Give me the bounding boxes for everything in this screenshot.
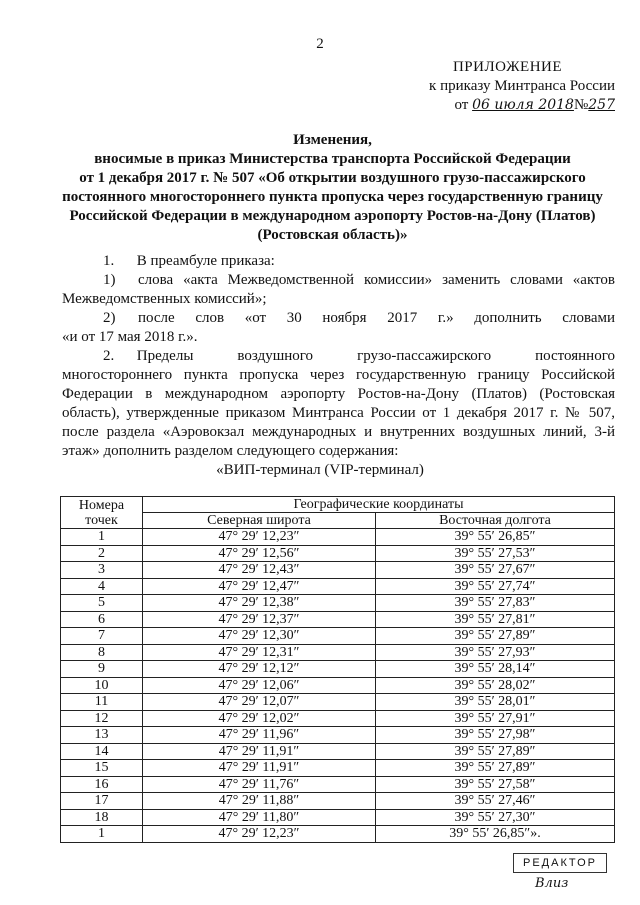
longitude-cell: 39° 55′ 27,93″ bbox=[376, 644, 615, 661]
page-number: 2 bbox=[316, 36, 324, 52]
point-number-cell: 1 bbox=[61, 529, 143, 546]
heading-line: вносимые в приказ Министерства транспорта Российской Федерации bbox=[94, 151, 571, 167]
header-longitude: Восточная долгота bbox=[376, 513, 615, 529]
appendix-reference: к приказу Минтранса России bbox=[429, 78, 615, 94]
table-caption: «ВИП-терминал (VIP-терминал) bbox=[216, 462, 424, 478]
longitude-cell: 39° 55′ 27,81″ bbox=[376, 611, 615, 628]
longitude-cell: 39° 55′ 27,89″ bbox=[376, 628, 615, 645]
paragraph-2-line: Федерации в международном аэропорту Ростов-на-Дону (Платов) (Ростовская bbox=[62, 386, 615, 402]
table-row bbox=[61, 562, 615, 579]
latitude-cell: 47° 29′ 11,91″ bbox=[143, 743, 376, 760]
longitude-cell: 39° 55′ 27,83″ bbox=[376, 595, 615, 612]
paragraph-2-line: после раздела «Аэровокзал международных и внутренних воздушных линий, 3-й bbox=[62, 424, 615, 440]
header-latitude: Северная широта bbox=[143, 513, 376, 529]
table-row bbox=[61, 545, 615, 562]
header-point-number bbox=[61, 497, 143, 529]
paragraph-1-1-line: 1) слова «акта Межведомственной комиссии» заменить словами «актов bbox=[103, 272, 615, 288]
point-number-cell: 6 bbox=[61, 611, 143, 628]
header-text: точек bbox=[85, 512, 118, 528]
point-number-cell: 8 bbox=[61, 644, 143, 661]
longitude-cell: 39° 55′ 27,30″ bbox=[376, 809, 615, 826]
table-row bbox=[61, 578, 615, 595]
table-row bbox=[61, 760, 615, 777]
point-number-cell: 1 bbox=[61, 826, 143, 843]
table-row bbox=[61, 809, 615, 826]
point-number-cell: 17 bbox=[61, 793, 143, 810]
table-row bbox=[61, 743, 615, 760]
appendix-title: ПРИЛОЖЕНИЕ bbox=[452, 59, 563, 75]
longitude-cell: 39° 55′ 27,89″ bbox=[376, 760, 615, 777]
longitude-cell: 39° 55′ 28,01″ bbox=[376, 694, 615, 711]
table-row bbox=[61, 710, 615, 727]
appendix-date-line bbox=[400, 96, 615, 115]
latitude-cell: 47° 29′ 12,12″ bbox=[143, 661, 376, 678]
point-number-cell: 10 bbox=[61, 677, 143, 694]
latitude-cell: 47° 29′ 11,96″ bbox=[143, 727, 376, 744]
header-geo-coordinates: Географические координаты bbox=[143, 497, 615, 513]
latitude-cell: 47° 29′ 11,80″ bbox=[143, 809, 376, 826]
table-row bbox=[61, 677, 615, 694]
latitude-cell: 47° 29′ 12,02″ bbox=[143, 710, 376, 727]
heading-line: (Ростовская область)» bbox=[257, 227, 408, 243]
handwritten-number: 257 bbox=[588, 97, 615, 113]
longitude-cell: 39° 55′ 26,85″». bbox=[376, 826, 615, 843]
point-number-cell: 2 bbox=[61, 545, 143, 562]
heading-line: от 1 декабря 2017 г. № 507 «Об открытии воздушного грузо-пассажирского bbox=[79, 170, 586, 186]
document-heading bbox=[50, 131, 615, 245]
header-text: Номера bbox=[78, 497, 125, 513]
table-row bbox=[61, 727, 615, 744]
point-number-cell: 12 bbox=[61, 710, 143, 727]
latitude-cell: 47° 29′ 12,23″ bbox=[143, 826, 376, 843]
latitude-cell: 47° 29′ 11,91″ bbox=[143, 760, 376, 777]
table-row bbox=[61, 628, 615, 645]
latitude-cell: 47° 29′ 11,88″ bbox=[143, 793, 376, 810]
point-number-cell: 9 bbox=[61, 661, 143, 678]
table-row bbox=[61, 529, 615, 546]
longitude-cell: 39° 55′ 27,46″ bbox=[376, 793, 615, 810]
table-row bbox=[61, 661, 615, 678]
latitude-cell: 47° 29′ 12,38″ bbox=[143, 595, 376, 612]
heading-line: Российской Федерации в международном аэропорту Ростов-на-Дону (Платов) bbox=[69, 208, 596, 224]
point-number-cell: 5 bbox=[61, 595, 143, 612]
table-row bbox=[61, 793, 615, 810]
coordinates-table bbox=[60, 496, 615, 843]
point-number-cell: 18 bbox=[61, 809, 143, 826]
table-row bbox=[61, 644, 615, 661]
latitude-cell: 47° 29′ 12,07″ bbox=[143, 694, 376, 711]
latitude-cell: 47° 29′ 12,31″ bbox=[143, 644, 376, 661]
stamp-signature: Влиз bbox=[535, 876, 569, 891]
heading-line: Изменения, bbox=[293, 132, 372, 148]
longitude-cell: 39° 55′ 27,67″ bbox=[376, 562, 615, 579]
latitude-cell: 47° 29′ 12,23″ bbox=[143, 529, 376, 546]
longitude-cell: 39° 55′ 27,58″ bbox=[376, 776, 615, 793]
point-number-cell: 3 bbox=[61, 562, 143, 579]
paragraph-2-line: 2. Пределы воздушного грузо-пассажирского постоянного bbox=[103, 348, 615, 364]
latitude-cell: 47° 29′ 12,47″ bbox=[143, 578, 376, 595]
longitude-cell: 39° 55′ 28,02″ bbox=[376, 677, 615, 694]
longitude-cell: 39° 55′ 27,53″ bbox=[376, 545, 615, 562]
point-number-cell: 4 bbox=[61, 578, 143, 595]
table-row bbox=[61, 694, 615, 711]
point-number-cell: 11 bbox=[61, 694, 143, 711]
longitude-cell: 39° 55′ 27,74″ bbox=[376, 578, 615, 595]
point-number-cell: 16 bbox=[61, 776, 143, 793]
longitude-cell: 39° 55′ 27,98″ bbox=[376, 727, 615, 744]
appendix-block bbox=[400, 58, 615, 115]
latitude-cell: 47° 29′ 12,06″ bbox=[143, 677, 376, 694]
point-number-cell: 14 bbox=[61, 743, 143, 760]
paragraph-2-line: область), утвержденные приказом Минтранса России от 1 декабря 2017 г. № 507, bbox=[62, 405, 615, 421]
table-row bbox=[61, 595, 615, 612]
latitude-cell: 47° 29′ 12,30″ bbox=[143, 628, 376, 645]
table-row bbox=[61, 826, 615, 843]
point-number-cell: 15 bbox=[61, 760, 143, 777]
date-prefix: от bbox=[454, 97, 469, 113]
latitude-cell: 47° 29′ 11,76″ bbox=[143, 776, 376, 793]
point-number-cell: 7 bbox=[61, 628, 143, 645]
longitude-cell: 39° 55′ 27,89″ bbox=[376, 743, 615, 760]
paragraph-2-line: этаж» дополнить разделом следующего содержания: bbox=[62, 443, 399, 459]
table-row bbox=[61, 776, 615, 793]
latitude-cell: 47° 29′ 12,56″ bbox=[143, 545, 376, 562]
table-row bbox=[61, 611, 615, 628]
paragraph-1-2-line: 2) после слов «от 30 ноября 2017 г.» дополнить словами bbox=[103, 310, 615, 326]
heading-line: постоянного многостороннего пункта пропуска через государственную границу bbox=[62, 189, 603, 205]
longitude-cell: 39° 55′ 27,91″ bbox=[376, 710, 615, 727]
number-prefix: № bbox=[573, 97, 589, 113]
paragraph-2-line: многостороннего пункта пропуска через государственную границу Российской bbox=[62, 367, 615, 383]
document-body bbox=[62, 252, 615, 461]
paragraph-1-2-line: «и от 17 мая 2018 г.». bbox=[62, 329, 198, 345]
longitude-cell: 39° 55′ 26,85″ bbox=[376, 529, 615, 546]
longitude-cell: 39° 55′ 28,14″ bbox=[376, 661, 615, 678]
editor-stamp: РЕДАКТОР bbox=[513, 853, 607, 873]
latitude-cell: 47° 29′ 12,43″ bbox=[143, 562, 376, 579]
paragraph-1: 1. В преамбуле приказа: bbox=[103, 253, 275, 269]
coordinates-table-body bbox=[61, 529, 615, 843]
handwritten-date: 06 июля 2018 bbox=[472, 97, 574, 113]
point-number-cell: 13 bbox=[61, 727, 143, 744]
latitude-cell: 47° 29′ 12,37″ bbox=[143, 611, 376, 628]
paragraph-1-1-line: Межведомственных комиссий»; bbox=[62, 291, 267, 307]
